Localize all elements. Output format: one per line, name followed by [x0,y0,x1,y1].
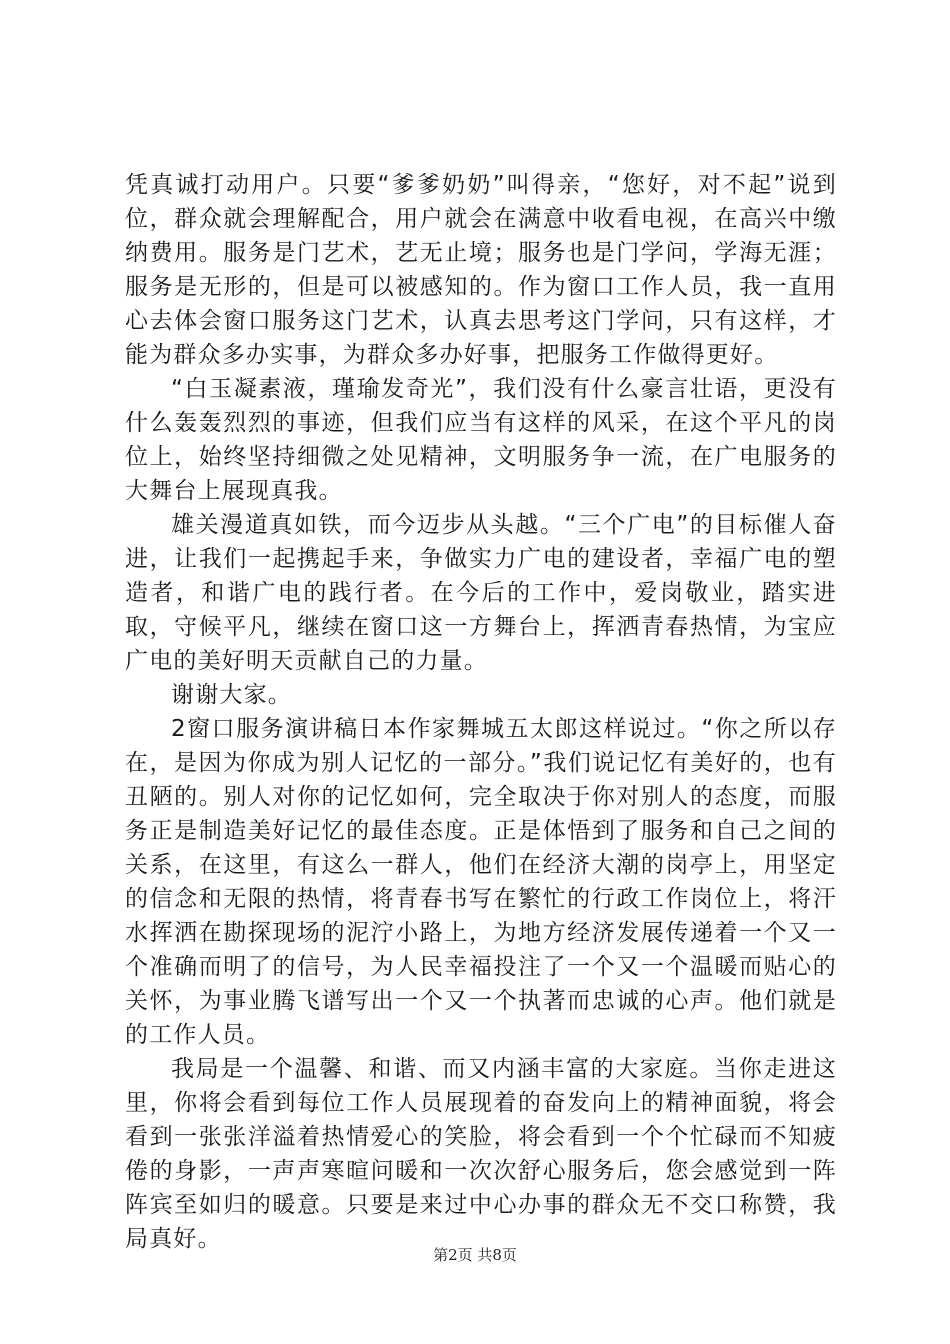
page-footer: 第2页 共8页 [433,1246,517,1264]
paragraph-baiyu: “白玉凝素液，瑾瑜发奇光”，我们没有什么豪言壮语，更没有什么轰轰烈烈的事迹，但我们应当有这样的风采，在这个平凡的岗位上，始终坚持细微之处见精神，文明服务争一流，在广电服务的大舞台上展现真我。 [125,376,837,504]
paragraph-family: 我局是一个温馨、和谐、而又内涵丰富的大家庭。当你走进这里，你将会看到每位工作人员展现着的奋发向上的精神面貌，将会看到一张张洋溢着热情爱心的笑脸，将会看到一个个忙碌而不知疲倦的身影，一声声寒暄问暖和一次次舒心服务后，您会感觉到一阵阵宾至如归的暖意。只要是来过中心办事的群众无不交口称赞，我局真好。 [125,1056,837,1252]
paragraph-speech-2: 2窗口服务演讲稿日本作家舞城五太郎这样说过。“你之所以存在，是因为你成为别人记忆的一部分。”我们说记忆有美好的，也有丑陋的。别人对你的记忆如何，完全取决于你对别人的态度，而服务正是制造美好记忆的最佳态度。正是体悟到了服务和自己之间的关系，在这里，有这么一群人，他们在经济大潮的岗亭上，用坚定的信念和无限的热情，将青春书写在繁忙的行政工作岗位上，将汗水挥洒在勘探现场的泥泞小路上，为地方经济发展传递着一个又一个准确而明了的信号，为人民幸福投注了一个又一个温暖而贴心的关怀，为事业腾飞谱写出一个又一个执著而忠诚的心声。他们就是的工作人员。 [125,716,837,1048]
paragraph-thanks: 谢谢大家。 [171,682,292,708]
paragraph-xiongguan: 雄关漫道真如铁，而今迈步从头越。“三个广电”的目标催人奋进，让我们一起携起手来，争做实力广电的建设者，幸福广电的塑造者，和谐广电的践行者。在今后的工作中，爱岗敬业，踏实进取，守候平凡，继续在窗口这一方舞台上，挥洒青春热情，为宝应广电的美好明天贡献自己的力量。 [125,512,837,674]
document-body [125,168,837,1256]
paragraph-continuation: 凭真诚打动用户。只要“爹爹奶奶”叫得亲，“您好，对不起”说到位，群众就会理解配合，用户就会在满意中收看电视，在高兴中缴纳费用。服务是门艺术，艺无止境；服务也是门学问，学海无涯；服务是无形的，但是可以被感知的。作为窗口工作人员，我一直用心去体会窗口服务这门艺术，认真去思考这门学问，只有这样，才能为群众多办实事，为群众多办好事，把服务工作做得更好。 [125,172,837,368]
